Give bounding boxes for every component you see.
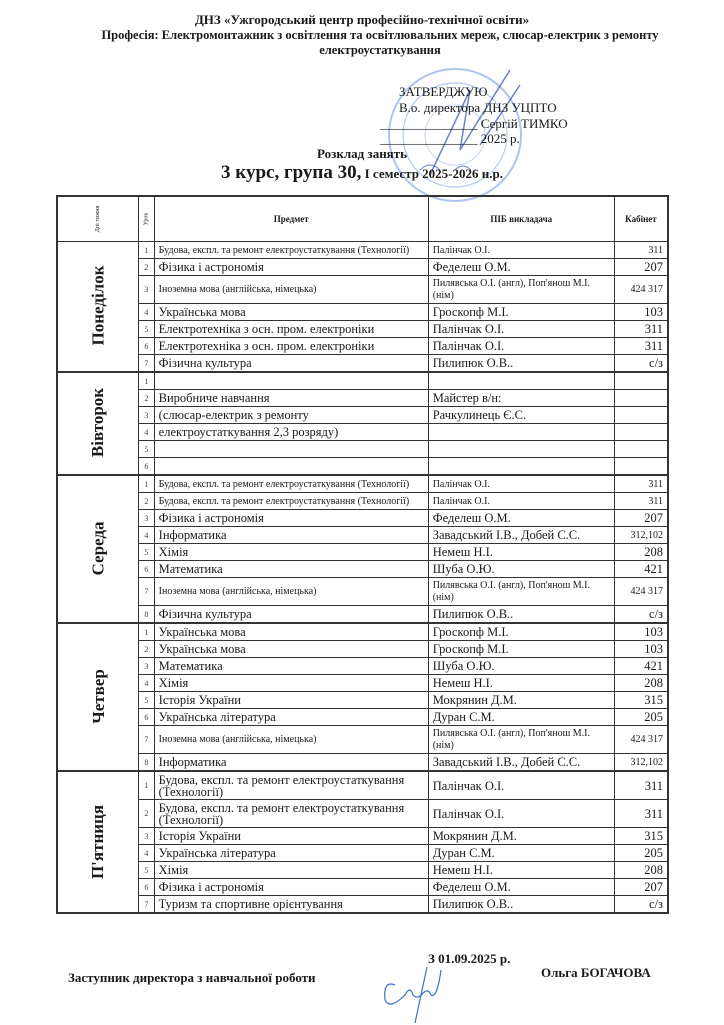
day-name: П'ятниця xyxy=(57,771,139,913)
lesson-number: 2 xyxy=(139,493,155,510)
table-header xyxy=(57,196,668,242)
lesson-number: 4 xyxy=(139,304,155,321)
group-label: 3 курс, група 30, xyxy=(221,162,362,183)
lesson-number: 7 xyxy=(139,355,155,373)
profession: Професія: Електромонтажник з освітлення та освітлювальних мереж, слюсар-електрик з ремонту електроустаткування xyxy=(101,28,659,57)
schedule-title: Розклад занять xyxy=(317,146,407,161)
room-cell: 207 xyxy=(614,259,668,276)
table-row xyxy=(57,259,668,276)
room-cell: 421 xyxy=(614,658,668,675)
lesson-number: 5 xyxy=(139,321,155,338)
subject-cell: Фізика і астрономія xyxy=(154,510,428,527)
room-cell xyxy=(614,407,668,424)
lesson-number: 1 xyxy=(139,475,155,493)
subject-cell xyxy=(154,372,428,390)
approval-position: В.о. директора ДНЗ УЦПТО xyxy=(399,100,557,115)
teacher-cell: Майстер в/н: xyxy=(428,390,614,407)
signatory-position: Заступник директора з навчальної роботи xyxy=(68,970,316,985)
lesson-number: 3 xyxy=(139,276,155,304)
table-row xyxy=(57,862,668,879)
subject-cell: Хімія xyxy=(154,675,428,692)
approval-name: _______________ Сергій ТИМКО xyxy=(380,116,568,131)
teacher-cell: Пилявська О.І. (англ), Поп'янош М.І.(нім) xyxy=(428,578,614,606)
lesson-number: 2 xyxy=(139,641,155,658)
subject-cell: Українська мова xyxy=(154,641,428,658)
table-row xyxy=(57,675,668,692)
table-row xyxy=(57,527,668,544)
teacher-cell: Пилипюк О.В.. xyxy=(428,896,614,914)
approval-date: _______________ 2025 р. xyxy=(380,131,520,146)
room-cell: с/з xyxy=(614,896,668,914)
teacher-cell: Шуба О.Ю. xyxy=(428,561,614,578)
room-cell: с/з xyxy=(614,606,668,624)
subject-cell: Будова, експл. та ремонт електроустаткування (Технології) xyxy=(154,475,428,493)
lesson-number: 2 xyxy=(139,259,155,276)
table-row xyxy=(57,242,668,259)
subject-cell: Хімія xyxy=(154,544,428,561)
table-row xyxy=(57,407,668,424)
teacher-cell: Немеш Н.І. xyxy=(428,862,614,879)
header-room: Кабінет xyxy=(614,196,668,242)
table-row xyxy=(57,321,668,338)
subject-cell: Будова, експл. та ремонт електроустаткування (Технології) xyxy=(154,493,428,510)
subject-cell: (слюсар-електрик з ремонту xyxy=(154,407,428,424)
table-row xyxy=(57,276,668,304)
table-row xyxy=(57,896,668,914)
teacher-cell: Пилипюк О.В.. xyxy=(428,606,614,624)
subject-cell xyxy=(154,458,428,476)
table-row xyxy=(57,510,668,527)
room-cell: 424 317 xyxy=(614,578,668,606)
teacher-cell: Палінчак О.І. xyxy=(428,475,614,493)
lesson-number: 5 xyxy=(139,692,155,709)
lesson-number: 3 xyxy=(139,510,155,527)
table-row xyxy=(57,561,668,578)
room-cell: 207 xyxy=(614,879,668,896)
subject-cell: Фізична культура xyxy=(154,606,428,624)
teacher-cell: Дуран С.М. xyxy=(428,845,614,862)
lesson-number: 8 xyxy=(139,606,155,624)
table-row xyxy=(57,355,668,373)
lesson-number: 7 xyxy=(139,726,155,754)
room-cell: 103 xyxy=(614,641,668,658)
lesson-number: 5 xyxy=(139,544,155,561)
table-row xyxy=(57,338,668,355)
teacher-cell: Рачкулинець Є.С. xyxy=(428,407,614,424)
semester-label: I семестр 2025-2026 н.р. xyxy=(361,166,503,181)
header-lesson: Урок xyxy=(139,196,155,242)
subject-cell xyxy=(154,441,428,458)
table-row xyxy=(57,879,668,896)
teacher-cell xyxy=(428,372,614,390)
table-row xyxy=(57,845,668,862)
subject-cell: Електротехніка з осн. пром. електроніки xyxy=(154,338,428,355)
teacher-cell: Пилипюк О.В.. xyxy=(428,355,614,373)
lesson-number: 4 xyxy=(139,845,155,862)
subject-cell: Будова, експл. та ремонт електроустаткування (Технології) xyxy=(154,771,428,800)
lesson-number: 4 xyxy=(139,675,155,692)
subject-cell: Будова, експл. та ремонт електроустаткування (Технології) xyxy=(154,242,428,259)
room-cell: 311 xyxy=(614,771,668,800)
table-row xyxy=(57,658,668,675)
table-row xyxy=(57,641,668,658)
teacher-cell: Немеш Н.І. xyxy=(428,544,614,561)
room-cell: 312,102 xyxy=(614,527,668,544)
table-row xyxy=(57,828,668,845)
subject-cell: Туризм та спортивне орієнтування xyxy=(154,896,428,914)
day-name: Середа xyxy=(57,475,139,623)
table-row xyxy=(57,623,668,641)
lesson-number: 7 xyxy=(139,578,155,606)
lesson-number: 6 xyxy=(139,709,155,726)
teacher-cell xyxy=(428,424,614,441)
subject-cell: Українська мова xyxy=(154,304,428,321)
lesson-number: 1 xyxy=(139,242,155,259)
lesson-number: 1 xyxy=(139,771,155,800)
lesson-number: 1 xyxy=(139,372,155,390)
table-row xyxy=(57,606,668,624)
approval-label: ЗАТВЕРДЖУЮ xyxy=(399,84,488,99)
teacher-cell: Гроскопф М.І. xyxy=(428,641,614,658)
room-cell: 311 xyxy=(614,242,668,259)
subject-cell: Українська мова xyxy=(154,623,428,641)
effective-date: З 01.09.2025 р. xyxy=(428,951,511,966)
room-cell xyxy=(614,441,668,458)
subject-cell: Електротехніка з осн. пром. електроніки xyxy=(154,321,428,338)
teacher-cell: Немеш Н.І. xyxy=(428,675,614,692)
room-cell: 311 xyxy=(614,800,668,828)
lesson-number: 6 xyxy=(139,879,155,896)
lesson-number: 1 xyxy=(139,623,155,641)
table-row xyxy=(57,800,668,828)
teacher-cell: Завадський І.В., Добей С.С. xyxy=(428,527,614,544)
teacher-cell: Пилявська О.І. (англ), Поп'янош М.І.(нім) xyxy=(428,726,614,754)
lesson-number: 8 xyxy=(139,754,155,772)
lesson-number: 3 xyxy=(139,828,155,845)
subject-cell: Хімія xyxy=(154,862,428,879)
teacher-cell: Мокрянин Д.М. xyxy=(428,692,614,709)
subject-cell: Українська література xyxy=(154,709,428,726)
room-cell: 311 xyxy=(614,475,668,493)
table-row xyxy=(57,692,668,709)
subject-cell: Математика xyxy=(154,658,428,675)
lesson-number: 6 xyxy=(139,338,155,355)
teacher-cell: Палінчак О.І. xyxy=(428,493,614,510)
subject-cell: Іноземна мова (англійська, німецька) xyxy=(154,726,428,754)
subject-cell: Інформатика xyxy=(154,527,428,544)
lesson-number: 2 xyxy=(139,800,155,828)
header-day: Дні тижня xyxy=(57,196,139,242)
room-cell: 207 xyxy=(614,510,668,527)
room-cell: 421 xyxy=(614,561,668,578)
subject-cell: Іноземна мова (англійська, німецька) xyxy=(154,276,428,304)
room-cell: 208 xyxy=(614,862,668,879)
room-cell: 103 xyxy=(614,304,668,321)
table-row xyxy=(57,475,668,493)
header-subject: Предмет xyxy=(154,196,428,242)
teacher-cell: Палінчак О.І. xyxy=(428,800,614,828)
schedule-table xyxy=(56,195,669,914)
lesson-number: 5 xyxy=(139,862,155,879)
table-row xyxy=(57,424,668,441)
lesson-number: 3 xyxy=(139,407,155,424)
lesson-number: 2 xyxy=(139,390,155,407)
room-cell xyxy=(614,372,668,390)
teacher-cell: Палінчак О.І. xyxy=(428,771,614,800)
subject-cell: електроустаткування 2,3 розряду) xyxy=(154,424,428,441)
table-row xyxy=(57,578,668,606)
room-cell: 315 xyxy=(614,692,668,709)
group-title xyxy=(0,162,724,184)
subject-cell: Будова, експл. та ремонт електроустаткування (Технології) xyxy=(154,800,428,828)
table-row xyxy=(57,709,668,726)
lesson-number: 5 xyxy=(139,441,155,458)
table-row xyxy=(57,754,668,772)
room-cell: 205 xyxy=(614,845,668,862)
room-cell: 424 317 xyxy=(614,276,668,304)
table-row xyxy=(57,726,668,754)
subject-cell: Історія України xyxy=(154,828,428,845)
table-row xyxy=(57,544,668,561)
lesson-number: 3 xyxy=(139,658,155,675)
room-cell: 315 xyxy=(614,828,668,845)
table-row xyxy=(57,372,668,390)
room-cell: 312,102 xyxy=(614,754,668,772)
table-row xyxy=(57,390,668,407)
subject-cell: Фізика і астрономія xyxy=(154,259,428,276)
day-name: Вівторок xyxy=(57,372,139,475)
teacher-cell: Палінчак О.І. xyxy=(428,242,614,259)
subject-cell: Фізика і астрономія xyxy=(154,879,428,896)
teacher-cell: Феделеш О.М. xyxy=(428,879,614,896)
room-cell: 311 xyxy=(614,493,668,510)
table-row xyxy=(57,771,668,800)
table-row xyxy=(57,458,668,476)
signatory-name: Ольга БОГАЧОВА xyxy=(541,965,651,980)
subject-cell: Виробниче навчання xyxy=(154,390,428,407)
teacher-cell: Пилявська О.І. (англ), Поп'янош М.І.(нім) xyxy=(428,276,614,304)
signature-icon xyxy=(375,955,445,1025)
lesson-number: 6 xyxy=(139,458,155,476)
teacher-cell: Гроскопф М.І. xyxy=(428,304,614,321)
table-row xyxy=(57,441,668,458)
room-cell xyxy=(614,390,668,407)
teacher-cell xyxy=(428,458,614,476)
teacher-cell: Палінчак О.І. xyxy=(428,321,614,338)
teacher-cell: Шуба О.Ю. xyxy=(428,658,614,675)
teacher-cell: Феделеш О.М. xyxy=(428,510,614,527)
lesson-number: 7 xyxy=(139,896,155,914)
table-row xyxy=(57,493,668,510)
subject-cell: Іноземна мова (англійська, німецька) xyxy=(154,578,428,606)
room-cell: 208 xyxy=(614,675,668,692)
institution-name: ДНЗ «Ужгородський центр професійно-технічної освіти» xyxy=(194,12,530,27)
room-cell: 311 xyxy=(614,338,668,355)
header-teacher: ПІБ викладача xyxy=(428,196,614,242)
room-cell: 103 xyxy=(614,623,668,641)
room-cell: с/з xyxy=(614,355,668,373)
table-row xyxy=(57,304,668,321)
lesson-number: 4 xyxy=(139,424,155,441)
room-cell: 311 xyxy=(614,321,668,338)
teacher-cell xyxy=(428,441,614,458)
room-cell: 205 xyxy=(614,709,668,726)
subject-cell: Математика xyxy=(154,561,428,578)
subject-cell: Історія України xyxy=(154,692,428,709)
lesson-number: 4 xyxy=(139,527,155,544)
subject-cell: Українська література xyxy=(154,845,428,862)
room-cell xyxy=(614,424,668,441)
teacher-cell: Палінчак О.І. xyxy=(428,338,614,355)
subject-cell: Фізична культура xyxy=(154,355,428,373)
room-cell: 424 317 xyxy=(614,726,668,754)
teacher-cell: Дуран С.М. xyxy=(428,709,614,726)
lesson-number: 6 xyxy=(139,561,155,578)
teacher-cell: Завадський І.В., Добей С.С. xyxy=(428,754,614,772)
day-name: Понеділок xyxy=(57,242,139,373)
teacher-cell: Феделеш О.М. xyxy=(428,259,614,276)
room-cell: 208 xyxy=(614,544,668,561)
teacher-cell: Мокрянин Д.М. xyxy=(428,828,614,845)
day-name: Четвер xyxy=(57,623,139,771)
subject-cell: Інформатика xyxy=(154,754,428,772)
teacher-cell: Гроскопф М.І. xyxy=(428,623,614,641)
room-cell xyxy=(614,458,668,476)
